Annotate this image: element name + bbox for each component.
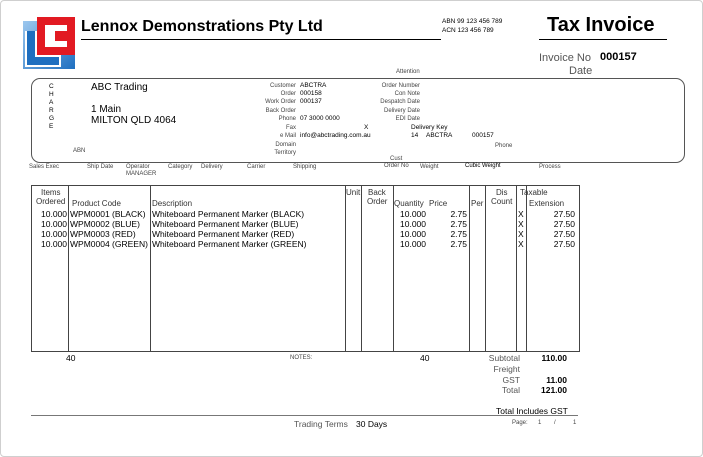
col-divider <box>393 186 394 351</box>
total-label: Total <box>502 385 520 395</box>
delivery-key-num: 14 <box>411 132 419 139</box>
delivery-label: Delivery <box>201 164 223 170</box>
delivery-phone-label: Phone <box>495 143 513 149</box>
page-current: 1 <box>538 420 542 426</box>
domain-label: Domain <box>275 142 296 148</box>
work-order-label: Work Order <box>265 99 296 105</box>
acn-line: ACN 123 456 789 <box>442 27 494 34</box>
row-description: Whiteboard Permanent Marker (BLACK) <box>152 209 305 219</box>
charge-letter: H <box>49 91 54 98</box>
delivery-key-label: Delivery Key <box>411 124 448 131</box>
header-unit: Unit <box>346 188 361 197</box>
order-label: Order <box>280 91 296 97</box>
despatch-date-label: Despatch Date <box>380 99 420 105</box>
subtotal-label: Subtotal <box>488 353 520 363</box>
header-price: Price <box>429 199 448 208</box>
row-ordered: 10.000 <box>41 229 67 239</box>
cubic-weight-label: Cubic Weight <box>465 163 501 169</box>
delivery-key-ref: 000157 <box>472 132 494 139</box>
category-label: Category <box>168 164 193 170</box>
header-product-code: Product Code <box>72 199 121 208</box>
address-line2: MILTON QLD 4064 <box>91 115 177 126</box>
subtotal-value: 110.00 <box>541 353 567 363</box>
row-extension: 27.50 <box>553 229 575 239</box>
row-quantity: 10.000 <box>400 229 426 239</box>
abn-label: ABN <box>73 148 86 154</box>
row-ordered: 10.000 <box>41 209 67 219</box>
col-divider <box>361 186 362 351</box>
doc-title: Tax Invoice <box>547 14 655 36</box>
con-note-label: Con Note <box>394 91 420 97</box>
shipping-label: Shipping <box>293 164 317 170</box>
title-rule <box>539 39 667 40</box>
notes-label: NOTES: <box>290 355 313 361</box>
row-ordered: 10.000 <box>41 239 67 249</box>
lennox-logo-icon <box>23 17 75 69</box>
invoice-no-value: 000157 <box>600 51 637 63</box>
sales-exec-label: Sales Exec <box>29 164 60 170</box>
col-divider <box>526 186 527 351</box>
page-separator: / <box>554 420 556 426</box>
customer-name: ABC Trading <box>91 82 148 93</box>
row-description: Whiteboard Permanent Marker (GREEN) <box>152 239 307 249</box>
work-order-value: 000137 <box>300 98 322 105</box>
footer-rule <box>31 415 578 416</box>
col-divider <box>516 186 517 351</box>
charge-letter: R <box>49 107 54 114</box>
company-name: Lennox Demonstrations Pty Ltd <box>81 18 323 35</box>
total-includes-gst: Total Includes GST <box>496 406 568 416</box>
date-label: Date <box>569 65 593 77</box>
edi-date-label: EDI Date <box>395 116 420 122</box>
gst-value: 11.00 <box>546 375 567 385</box>
freight-label: Freight <box>493 364 520 374</box>
items-table <box>31 185 580 352</box>
row-taxable: X <box>518 209 524 219</box>
header-items: Items <box>41 188 61 197</box>
header-ordered: Ordered <box>36 197 66 206</box>
row-quantity: 10.000 <box>400 209 426 219</box>
delivery-date-label: Delivery Date <box>383 108 420 114</box>
fax-label: Fax <box>285 125 296 131</box>
row-price: 2.75 <box>450 209 467 219</box>
header-order: Order <box>367 197 388 206</box>
process-label: Process <box>539 164 561 170</box>
row-ordered: 10.000 <box>41 219 67 229</box>
row-taxable: X <box>518 239 524 249</box>
row-extension: 27.50 <box>553 239 575 249</box>
delivery-key-code: ABCTRA <box>426 132 453 139</box>
row-price: 2.75 <box>450 219 467 229</box>
row-taxable: X <box>518 229 524 239</box>
col-divider <box>469 186 470 351</box>
trading-terms-label: Trading Terms <box>294 419 348 429</box>
email-label: e Mail <box>279 133 296 139</box>
row-extension: 27.50 <box>553 219 575 229</box>
header-per: Per <box>471 199 484 208</box>
row-code: WPM0003 (RED) <box>70 229 136 239</box>
row-code: WPM0001 (BLACK) <box>70 209 146 219</box>
row-price: 2.75 <box>450 239 467 249</box>
ship-date-label: Ship Date <box>87 164 114 170</box>
weight-label: Weight <box>420 164 439 170</box>
col-divider <box>485 186 486 351</box>
header-back: Back <box>368 188 386 197</box>
row-code: WPM0002 (BLUE) <box>70 219 140 229</box>
row-quantity: 10.000 <box>400 219 426 229</box>
col-divider <box>150 186 151 351</box>
customer-value: ABCTRA <box>300 82 327 89</box>
back-order-label: Back Order <box>265 108 296 114</box>
phone-value: 07 3000 0000 <box>300 115 340 122</box>
row-code: WPM0004 (GREEN) <box>70 239 148 249</box>
email-value: info@abctrading.com.au <box>300 132 371 139</box>
invoice-no-label: Invoice No <box>539 52 591 64</box>
row-price: 2.75 <box>450 229 467 239</box>
customer-label: Customer <box>269 83 296 89</box>
gst-label: GST <box>502 375 520 385</box>
header-rule <box>81 39 441 40</box>
phone-label: Phone <box>278 116 296 122</box>
page-total: 1 <box>573 420 577 426</box>
header-description: Description <box>152 199 193 208</box>
operator-label: Operator <box>126 164 150 170</box>
trading-terms-value: 30 Days <box>356 419 388 429</box>
quantity-total: 40 <box>420 353 430 363</box>
charge-letter: E <box>49 123 54 130</box>
total-value: 121.00 <box>541 385 567 395</box>
col-divider <box>68 186 69 351</box>
header-dis: Dis <box>496 188 508 197</box>
charge-letter: G <box>49 115 55 122</box>
abn-line: ABN 99 123 456 789 <box>442 18 503 25</box>
attention-label: Attention <box>396 69 420 75</box>
operator-value: MANAGER <box>126 171 157 177</box>
row-description: Whiteboard Permanent Marker (RED) <box>152 229 295 239</box>
charge-letter: A <box>49 99 54 106</box>
row-taxable: X <box>518 219 524 229</box>
order-number-label: Order Number <box>381 83 420 89</box>
header-extension: Extension <box>529 199 565 208</box>
header-count: Count <box>491 197 513 206</box>
row-quantity: 10.000 <box>400 239 426 249</box>
col-divider <box>345 186 346 351</box>
cust-order-label-2: Order No <box>384 163 409 169</box>
cust-order-label-1: Cust <box>390 156 403 162</box>
row-extension: 27.50 <box>553 209 575 219</box>
carrier-label: Carrier <box>247 164 266 170</box>
territory-label: Territory <box>274 150 296 156</box>
row-description: Whiteboard Permanent Marker (BLUE) <box>152 219 299 229</box>
header-taxable: Taxable <box>520 188 548 197</box>
fax-value: X <box>364 124 369 131</box>
order-value: 000158 <box>300 90 322 97</box>
ordered-total: 40 <box>66 353 76 363</box>
address-line1: 1 Main <box>91 104 122 115</box>
page-label: Page: <box>512 420 528 426</box>
header-quantity: Quantity <box>394 199 424 208</box>
charge-letter: C <box>49 83 54 90</box>
